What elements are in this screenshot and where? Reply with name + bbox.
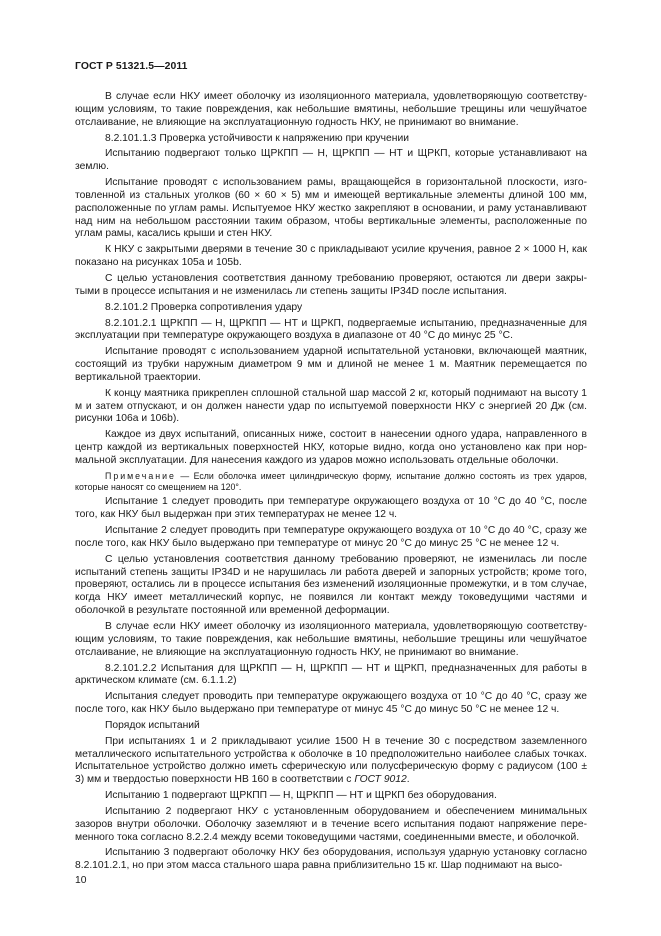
paragraph: Порядок испытаний	[105, 719, 200, 731]
paragraph	[75, 736, 587, 787]
section-heading: 8.2.101.2 Проверка сопротивления удару	[105, 301, 303, 313]
paragraph: Каждое из двух испытаний, описанных ниже, состоит в нанесении одного удара, направленного в центр каждой из вертикальных поверхностей НКУ, которые видно, когда оно установлено как при нормальной эксплуатации. Для нанесения каждого из ударов можно использовать отдельные оболочки.	[75, 429, 587, 466]
paragraph: Испытанию 3 подвергают оболочку НКУ без оборудования, используя ударную установку согласно 8.2.101.2.1, но при этом масса стального шара равна приблизительно 15 кг. Шар поднимают на высо-	[75, 847, 587, 872]
paragraph: Испытанию 2 подвергают НКУ с установленным оборудованием и обеспечением минимальных зазоров внутри оболочки. Оболочку заземляют и в течение всего испытания подают напряжение переменного тока согласно 8.2.2.4 между всеми токоведущими частями, соединенными вместе, и оболочкой.	[75, 805, 587, 843]
standard-reference: ГОСТ 9012	[354, 774, 407, 786]
page-header: ГОСТ Р 51321.5—2011	[75, 61, 188, 72]
paragraph: В случае если НКУ имеет оболочку из изоляционного материала, удовлетворяющую соответствующим условиям, то такие повреждения, как небольшие вмятины, небольшие трещины или чешуйчатое отслаивание, не влияющие на эксплуатационную годность НКУ, не принимают во внимание.	[75, 620, 587, 658]
paragraph: Испытания следует проводить при температуре окружающего воздуха от 10 °С до 40 °С, сразу же после того, как НКУ было выдержано при температуре от минус 45 °С до минус 50 °С не менее 12 ч.	[75, 691, 587, 716]
section-heading: 8.2.101.2.2 Испытания для ЩРКПП — Н, ЩРКПП — НТ и ЩРКП, предназначенных для работы в арктическом климате (см. 6.1.1.2)	[75, 662, 587, 687]
paragraph: К НКУ с закрытыми дверями в течение 30 с прикладывают усилие кручения, равное 2 × 1000 Н, как показано на рисунках 105а и 105b.	[75, 244, 587, 269]
paragraph: В случае если НКУ имеет оболочку из изоляционного материала, удовлетворяющую соответствующим условиям, то такие повреждения, как небольшие вмятины, небольшие трещины или чешуйчатое отслаивание, не влияющие на эксплуатационную годность НКУ, не принимают во внимание.	[75, 91, 587, 128]
note-paragraph	[75, 471, 587, 494]
paragraph: Испытание проводят с использованием рамы, вращающейся в горизонтальной плоскости, изготовленной из стальных уголков (60 × 60 × 5) мм и имеющей вертикальные элементы длиной 100 мм, расположенные по углам рамы. Испытуемое НКУ жестко закрепляют в основании, и раму устанавливают над ним на небольшом расстоянии таким образом, чтобы вертикальные элементы, расположенные по углам рамы, касались крыши и стен НКУ.	[75, 177, 587, 240]
paragraph: Испытание проводят с использованием ударной испытательной установки, включающей маятник, состоящий из трубки наружным диаметром 9 мм и длиной не менее 1 м. Маятник перемещается по вертикальной траектории.	[75, 346, 587, 383]
paragraph: К концу маятника прикреплен сплошной стальной шар массой 2 кг, который поднимают на высоту 1 м и затем отпускают, и он должен нанести удар по испытуемой поверхности НКУ с энергией 20 Дж (см. рисунки 106а и 106b).	[75, 387, 587, 425]
paragraph: С целью установления соответствия данному требованию проверяют, не изменилась ли после испытаний степень защиты IP34D и не нарушилась ли работа дверей и запорных устройств; кроме того, проверяют, остались ли в процессе испытания без изменений изоляционные промежутки, и в том случае, когда НКУ имеет металлический корпус, не появился ли контакт между токоведущими частями и оболочкой в результате постоянной или временной деформации.	[75, 553, 587, 617]
document-body	[75, 91, 587, 873]
paragraph: Испытанию подвергают только ЩРКПП — Н, ЩРКПП — НТ и ЩРКП, которые устанавливают на землю.	[75, 148, 587, 173]
paragraph: Испытание 2 следует проводить при температуре окружающего воздуха от 10 °С до 40 °С, сразу же после того, как НКУ было выдержано при температуре от минус 20 °С до минус 25 °С не менее 12 ч.	[75, 525, 587, 549]
paragraph: Испытание 1 следует проводить при температуре окружающего воздуха от 10 °С до 40 °С, после того, как НКУ был выдержан при этих температурах не менее 12 ч.	[75, 496, 587, 521]
section-heading: 8.2.101.1.3 Проверка устойчивости к напряжению при кручении	[105, 132, 409, 144]
note-text: — Если оболочка имеет цилиндрическую форму, испытание должно состоять из трех ударов, которые наносят со смещением на 120°.	[75, 470, 587, 493]
reference-suffix: .	[406, 774, 410, 786]
paragraph: С целью установления соответствия данному требованию проверяют, остаются ли двери закрытыми в процессе испытания и не изменилась ли степень защиты IP34D после испытания.	[75, 272, 587, 297]
paragraph-text: При испытаниях 1 и 2 прикладывают усилие 1500 Н в течение 30 с посредством заземленного металлического испытательного устройства к оболочке в 10 предположительно наиболее слабых точках. Испытательное устройство должно иметь сферическую или полусферическую форму с радиусом (100 ± 3) мм и твердостью поверхности НВ 160 в соответствии с	[75, 735, 587, 786]
paragraph: 8.2.101.2.1 ЩРКПП — Н, ЩРКПП — НТ и ЩРКП, подвергаемые испытанию, предназначенные для эксплуатации при температуре окружающего воздуха в диапазоне от 40 °С до минус 25 °С.	[75, 317, 587, 342]
note-label: Примечание	[105, 470, 176, 481]
page-number: 10	[75, 875, 87, 886]
paragraph: Испытанию 1 подвергают ЩРКПП — Н, ЩРКПП — НТ и ЩРКП без оборудования.	[105, 790, 497, 802]
